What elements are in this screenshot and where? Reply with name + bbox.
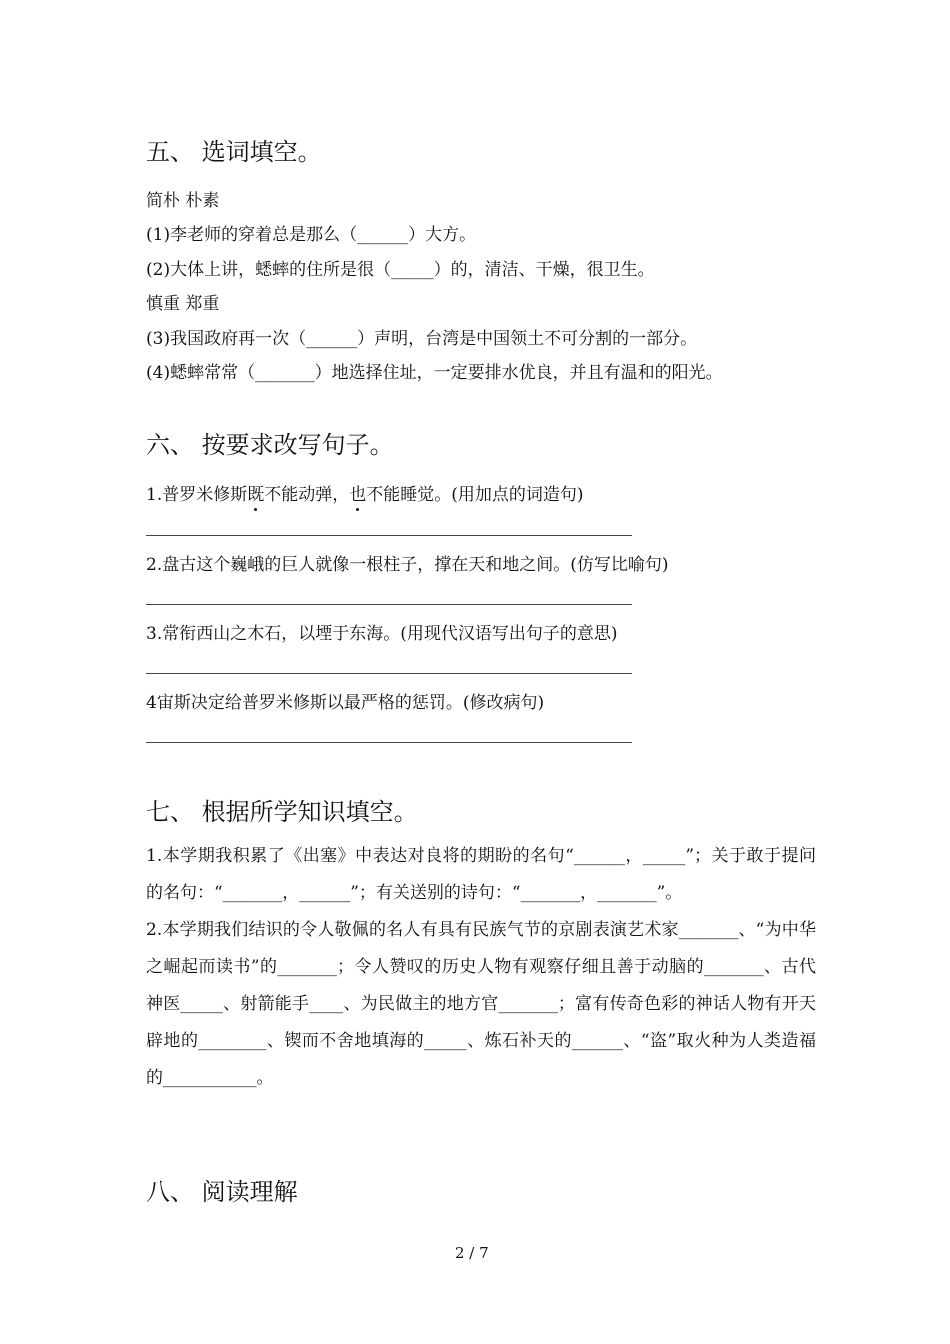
section-6-heading: 六、 按要求改写句子。 <box>146 431 394 459</box>
question-6-1-prefix: 1.普罗米修斯 <box>146 485 248 505</box>
question-5-3: (3)我国政府再一次（______）声明，台湾是中国领土不可分割的一部分。 <box>146 329 698 349</box>
word-choices-2: 慎重 郑重 <box>146 294 220 314</box>
answer-line-6-1[interactable] <box>146 535 632 536</box>
question-6-4: 4宙斯决定给普罗米修斯以最严格的惩罚。(修改病句) <box>146 693 545 713</box>
word-choices-1: 简朴 朴素 <box>146 191 220 211</box>
answer-line-6-3[interactable] <box>146 673 632 674</box>
question-7-2: 2.本学期我们结识的令人敬佩的名人有具有民族气节的京剧表演艺术家_______、“为中华之崛起而读书”的_______；令人赞叹的历史人物有观察仔细且善于动脑的_______、古代神医_____、射箭能手____、为民做主的地方官_______；富有传奇色彩的神话人物有开天辟地的________、锲而不舍地填海的_____、炼石补天的______、“盗”取火种为人类造福的___________。 <box>146 920 816 1088</box>
dotted-word-ye: 也 <box>349 480 366 505</box>
page-number: 2 / 7 <box>455 1244 489 1262</box>
answer-line-6-2[interactable] <box>146 604 632 605</box>
question-5-2: (2)大体上讲，蟋蟀的住所是很（_____）的，清洁、干燥，很卫生。 <box>146 260 655 280</box>
question-7-1: 1.本学期我积累了《出塞》中表达对良将的期盼的名句“______，_____”；关于敢于提问的名句：“_______，______”；有关送别的诗句：“_______，_______”。 <box>146 846 816 903</box>
section-5-heading: 五、 选词填空。 <box>146 138 322 166</box>
question-6-1 <box>146 480 584 505</box>
question-6-1-mid: 不能动弹， <box>264 485 350 505</box>
dotted-word-ji: 既 <box>247 480 264 505</box>
section-7-body <box>146 838 816 1097</box>
section-8-heading: 八、 阅读理解 <box>146 1178 298 1206</box>
question-5-1: (1)李老师的穿着总是那么（______）大方。 <box>146 225 477 245</box>
question-6-3: 3.常衔西山之木石，以堙于东海。(用现代汉语写出句子的意思) <box>146 624 618 644</box>
answer-line-6-4[interactable] <box>146 742 632 743</box>
question-5-4: (4)蟋蟀常常（_______）地选择住址，一定要排水优良，并且有温和的阳光。 <box>146 363 723 383</box>
question-6-1-suffix: 不能睡觉。(用加点的词造句) <box>366 485 584 505</box>
section-7-heading: 七、 根据所学知识填空。 <box>146 798 418 826</box>
question-6-2: 2.盘古这个巍峨的巨人就像一根柱子，撑在天和地之间。(仿写比喻句) <box>146 555 669 575</box>
